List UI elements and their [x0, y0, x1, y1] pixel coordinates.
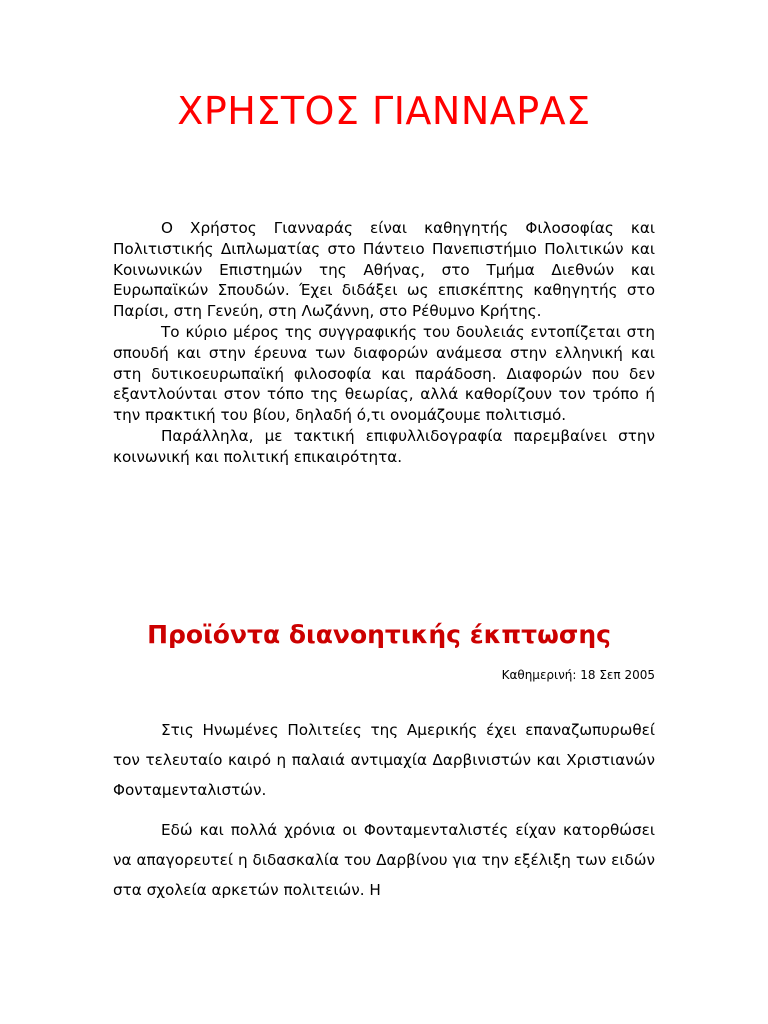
article-title: Προϊόντα διανοητικής έκπτωσης — [147, 620, 611, 649]
bio-paragraph: Παράλληλα, με τακτική επιφυλλιδογραφία παρεμβαίνει στην κοινωνική και πολιτική επικαιρότητα. — [113, 426, 655, 466]
bio-paragraph: Το κύριο μέρος της συγγραφικής του δουλειάς εντοπίζεται στη σπουδή και στην έρευνα των διαφορών ανάμεσα στην ελληνική και στη δυτικοευρωπαϊκή φιλοσοφία και παράδοση. Διαφορών που δεν εξαντλούνται στον τόπο της θεωρίας, αλλά καθορίζουν τον τρόπο ή την πρακτική του βίου, δηλαδή ό,τι ονομάζουμε πολιτισμό. — [113, 322, 655, 425]
article-source-date: Καθημερινή: 18 Σεπ 2005 — [501, 668, 655, 682]
bio-paragraph: Ο Χρήστος Γιανναράς είναι καθηγητής Φιλοσοφίας και Πολιτιστικής Διπλωματίας στο Πάντειο Πανεπιστήμιο Πολιτικών και Κοινωνικών Επιστημών της Αθήνας, στο Τμήμα Διεθνών και Ευρωπαϊκών Σπουδών. Έχει διδάξει ως επισκέπτης καθηγητής στο Παρίσι, στη Γενεύη, στη Λωζάννη, στο Ρέθυμνο Κρήτης. — [113, 219, 655, 321]
article-body — [113, 715, 655, 915]
article-paragraph: Εδώ και πολλά χρόνια οι Φονταμενταλιστές είχαν κατορθώσει να απαγορευτεί η διδασκαλία του Δαρβίνου για την εξέλιξη των ειδών στα σχολεία αρκετών πολιτειών. Η — [113, 821, 655, 899]
author-title: ΧΡΗΣΤΟΣ ΓΙΑΝΝΑΡΑΣ — [177, 89, 591, 133]
author-bio — [113, 218, 655, 468]
article-paragraph: Στις Ηνωμένες Πολιτείες της Αμερικής έχει επαναζωπυρωθεί τον τελευταίο καιρό η παλαιά αντιμαχία Δαρβινιστών και Χριστιανών Φονταμενταλιστών. — [113, 721, 655, 799]
